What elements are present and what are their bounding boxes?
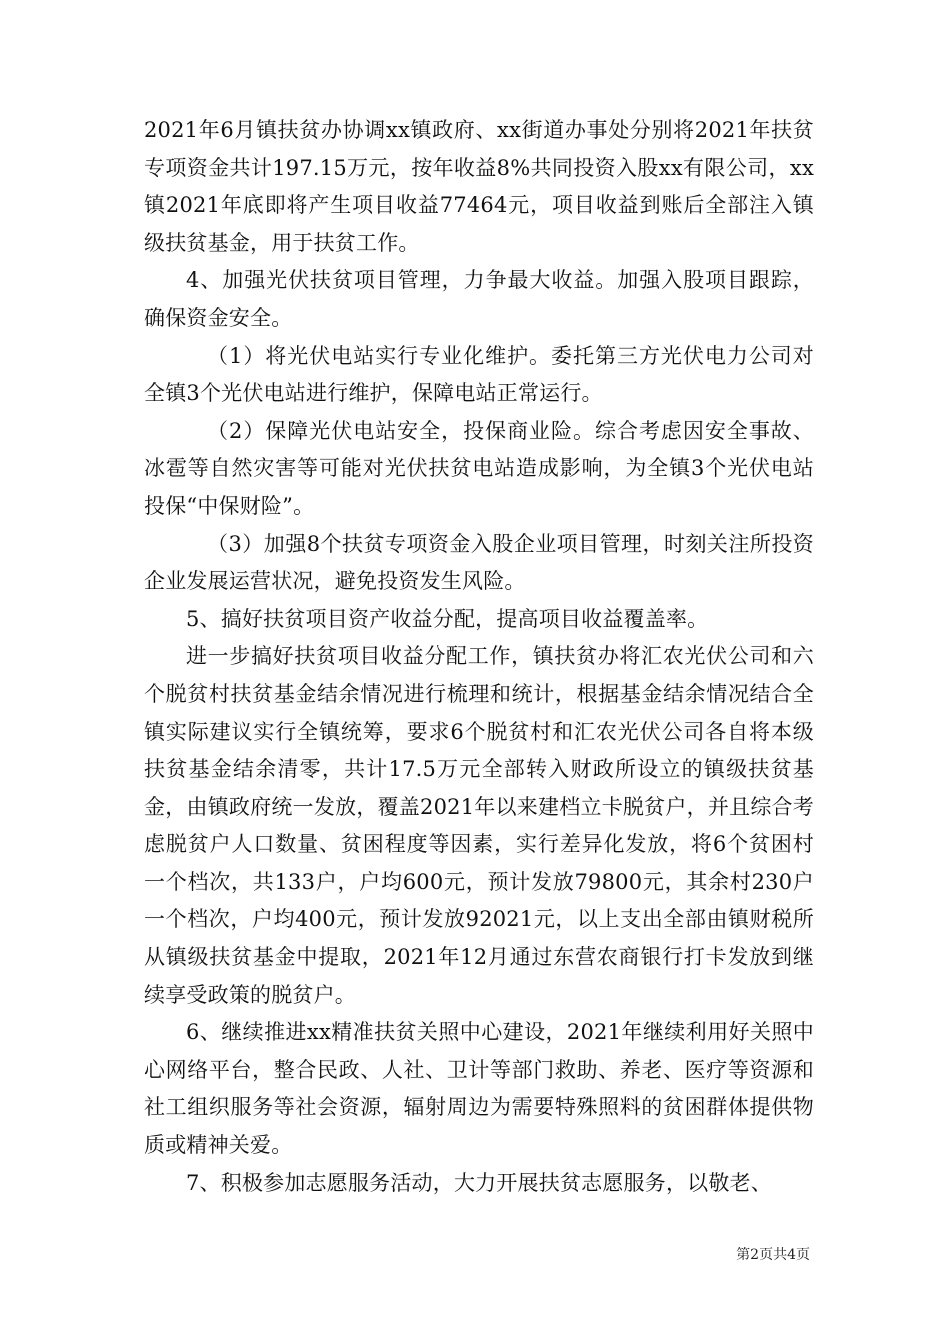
paragraph-6: 5、搞好扶贫项目资产收益分配，提高项目收益覆盖率。 (186, 606, 709, 631)
paragraph-1: 2021年6月镇扶贫办协调xx镇政府、xx街道办事处分别将2021年扶贫专项资金共计197.15万元，按年收益8%共同投资入股xx有限公司，xx镇2021年底即将产生项目收益77464元，项目收益到账后全部注入镇级扶贫基金，用于扶贫工作。 (144, 118, 814, 255)
paragraph-9: 7、积极参加志愿服务活动，大力开展扶贫志愿服务，以敬老、 (186, 1170, 772, 1195)
paragraph-5: （3）加强8个扶贫专项资金入股企业项目管理，时刻关注所投资企业发展运营状况，避免投资发生风险。 (144, 531, 814, 594)
paragraph-4: （2）保障光伏电站安全，投保商业险。综合考虑因安全事故、冰雹等自然灾害等可能对光伏扶贫电站造成影响，为全镇3个光伏电站投保“中保财险”。 (144, 418, 814, 518)
paragraph-7: 进一步搞好扶贫项目收益分配工作，镇扶贫办将汇农光伏公司和六个脱贫村扶贫基金结余情况进行梳理和统计，根据基金结余情况结合全镇实际建议实行全镇统筹，要求6个脱贫村和汇农光伏公司各自将本级扶贫基金结余清零，共计17.5万元全部转入财政所设立的镇级扶贫基金，由镇政府统一发放，覆盖2021年以来建档立卡脱贫户，并且综合考虑脱贫户人口数量、贫困程度等因素，实行差异化发放，将6个贫困村一个档次，共133户，户均600元，预计发放79800元，其余村230户一个档次，户均400元，预计发放92021元，以上支出全部由镇财税所从镇级扶贫基金中提取，2021年12月通过东营农商银行打卡发放到继续享受政策的脱贫户。 (144, 644, 814, 1007)
paragraph-2: 4、加强光伏扶贫项目管理，力争最大收益。加强入股项目跟踪，确保资金安全。 (144, 268, 814, 330)
paragraph-3: （1）将光伏电站实行专业化维护。委托第三方光伏电力公司对全镇3个光伏电站进行维护，保障电站正常运行。 (144, 343, 814, 406)
document-body (144, 112, 814, 1202)
page-number: 第2页共4页 (736, 1247, 810, 1263)
paragraph-8: 6、继续推进xx精准扶贫关照中心建设，2021年继续利用好关照中心网络平台，整合民政、人社、卫计等部门救助、养老、医疗等资源和社工组织服务等社会资源，辐射周边为需要特殊照料的贫困群体提供物质或精神关爱。 (144, 1020, 814, 1158)
